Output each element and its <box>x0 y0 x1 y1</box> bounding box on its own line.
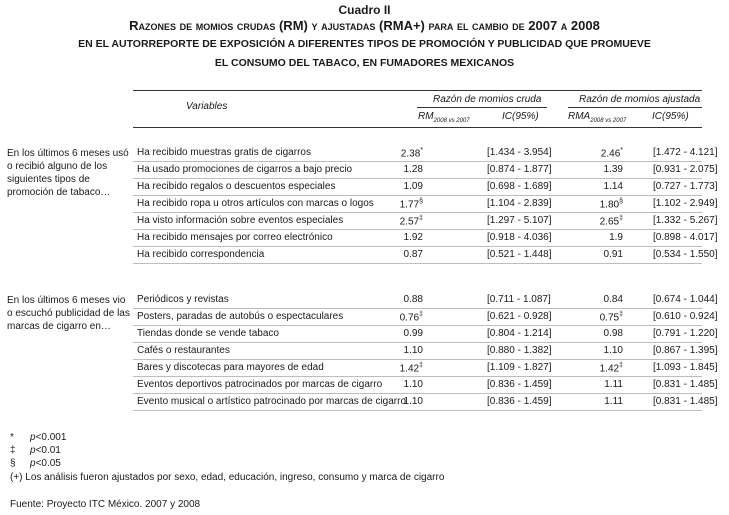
ic-adjusted-cell <box>653 396 718 407</box>
footnote-p001: * p<0.001 <box>10 432 67 443</box>
table-subtitle-line1: EN EL AUTORREPORTE DE EXPOSICIÓN A DIFERENTES TIPOS DE PROMOCIÓN Y PUBLICIDAD QUE PROMUEVE <box>78 38 651 50</box>
rma-cell <box>579 181 623 192</box>
table-row <box>133 394 718 411</box>
variable-cell-value: Cafés o restaurantes <box>137 345 230 356</box>
ic-adjusted-cell <box>653 147 718 158</box>
ic-crude-cell <box>487 379 552 390</box>
table-number: Cuadro II <box>338 3 391 17</box>
ic-crude-cell <box>487 181 552 192</box>
ic-crude-header: IC(95%) <box>502 111 539 122</box>
rm-cell-value: 1.10 <box>403 345 423 356</box>
source-note: Fuente: Proyecto ITC México. 2007 y 2008 <box>10 499 201 510</box>
table-row <box>133 326 718 343</box>
ic-crude-cell-value: [0.698 - 1.689] <box>487 181 552 192</box>
ic-adjusted-cell <box>653 311 718 322</box>
section-2-label: En los últimos 6 meses vio o escuchó publicidad de las marcas de cigarro en… <box>7 295 130 332</box>
rm-cell-value: 2.38 <box>400 148 421 160</box>
ic-crude-cell <box>487 311 552 322</box>
rm-cell <box>363 232 423 243</box>
rm-cell-value: 2.57 <box>399 216 420 228</box>
adjusted-or-header: Razón de momios ajustada <box>579 94 701 105</box>
variable-cell-value: Bares y discotecas para mayores de edad <box>137 362 324 373</box>
ic-crude-cell <box>487 198 552 209</box>
ic-adjusted-cell <box>653 328 718 339</box>
rma-cell-value: 0.75 <box>599 312 620 324</box>
ic-crude-cell-value: [0.836 - 1.459] <box>487 379 552 390</box>
variable-cell-value: Eventos deportivos patrocinados por marcas de cigarro <box>137 379 383 390</box>
ic-adjusted-cell-value: [0.791 - 1.220] <box>653 328 718 339</box>
ic-crude-cell <box>487 328 552 339</box>
ic-adjusted-cell-value: [0.534 - 1.550] <box>653 249 718 260</box>
variable-cell <box>137 147 311 158</box>
ic-adjusted-cell-value: [1.472 - 4.121] <box>653 147 718 158</box>
table-row <box>133 196 718 213</box>
crude-group-rule <box>417 107 547 108</box>
significance-marker: § <box>619 198 623 205</box>
rm-cell-value: 1.10 <box>403 396 423 407</box>
ic-adjusted-cell-value: [0.727 - 1.773] <box>653 181 718 192</box>
variable-cell <box>137 294 229 305</box>
ic-adjusted-cell-value: [0.610 - 0.924] <box>653 311 718 322</box>
variable-cell <box>137 379 382 390</box>
table-row <box>133 145 718 162</box>
variable-cell <box>137 311 343 322</box>
rm-cell <box>363 311 423 323</box>
table-row <box>133 309 718 326</box>
rm-cell <box>363 396 423 407</box>
rma-cell-value: 2.46 <box>600 148 621 160</box>
ic-adjusted-cell <box>653 249 718 260</box>
variable-cell-value: Ha recibido correspondencia <box>137 249 265 260</box>
rm-cell-value: 0.99 <box>403 328 423 339</box>
rm-cell-value: 0.76 <box>399 312 420 324</box>
ic-adjusted-cell-value: [1.332 - 5.267] <box>653 215 718 226</box>
rma-cell <box>579 147 623 159</box>
table-row <box>133 179 718 196</box>
ic-crude-cell-value: [0.804 - 1.214] <box>487 328 552 339</box>
crude-or-header: Razón de momios cruda <box>433 94 542 105</box>
ic-crude-cell-value: [0.880 - 1.382] <box>487 345 552 356</box>
variable-cell <box>137 232 333 243</box>
table-row <box>133 292 718 309</box>
ic-crude-cell-value: [0.621 - 0.928] <box>487 311 552 322</box>
table-row <box>133 213 718 230</box>
rma-cell <box>579 362 623 374</box>
rma-cell <box>579 294 623 305</box>
rma-cell-value: 1.80 <box>599 199 620 211</box>
rma-cell-value: 1.9 <box>609 232 623 243</box>
significance-marker: ‡ <box>419 362 423 369</box>
variable-cell <box>137 215 343 226</box>
rma-cell-value: 1.42 <box>599 363 620 375</box>
ic-crude-cell-value: [0.836 - 1.459] <box>487 396 552 407</box>
rm-cell-value: 1.09 <box>403 181 423 192</box>
ic-adjusted-cell <box>653 345 718 356</box>
ic-crude-cell-value: [0.874 - 1.877] <box>487 164 552 175</box>
rma-cell <box>579 345 623 356</box>
variable-cell-value: Evento musical o artístico patrocinado por marcas de cigarro <box>137 396 407 407</box>
rm-cell <box>363 294 423 305</box>
variable-cell-value: Ha recibido muestras gratis de cigarros <box>137 147 311 158</box>
ic-adjusted-cell <box>653 362 718 373</box>
variable-cell <box>137 328 279 339</box>
footnote-p01: ‡ p<0.01 <box>10 445 61 456</box>
header-top-rule <box>133 90 702 91</box>
variable-cell-value: Tiendas donde se vende tabaco <box>137 328 279 339</box>
variable-cell-value: Periódicos y revistas <box>137 294 229 305</box>
significance-marker: * <box>620 147 623 154</box>
ic-adjusted-cell-value: [1.102 - 2.949] <box>653 198 718 209</box>
variable-cell-value: Posters, paradas de autobús o espectaculares <box>137 311 344 322</box>
variable-cell <box>137 164 352 175</box>
rm-cell-value: 0.87 <box>403 249 423 260</box>
adjusted-group-rule <box>568 107 702 108</box>
table-subtitle-line2: EL CONSUMO DEL TABACO, EN FUMADORES MEXICANOS <box>214 57 515 69</box>
rma-header: $RMA_{2008 vs 2007}$ <box>568 111 627 124</box>
rma-cell-value: 1.14 <box>603 181 623 192</box>
table-row <box>133 343 718 360</box>
rm-cell <box>363 215 423 227</box>
rma-cell-value: 0.91 <box>603 249 623 260</box>
variable-cell-value: Ha visto información sobre eventos especiales <box>137 215 344 226</box>
ic-crude-cell-value: [1.297 - 5.107] <box>487 215 552 226</box>
rm-header: $RM_{2008 vs 2007}$ <box>418 111 470 124</box>
rma-cell <box>579 328 623 339</box>
variable-cell <box>137 345 230 356</box>
rm-cell <box>363 345 423 356</box>
rma-cell-value: 1.11 <box>604 379 623 390</box>
rma-cell-value: 0.98 <box>603 328 623 339</box>
variable-cell <box>137 198 374 209</box>
rm-cell <box>363 164 423 175</box>
rma-cell-value: 1.10 <box>603 345 623 356</box>
ic-crude-cell-value: [1.104 - 2.839] <box>487 198 552 209</box>
rma-cell <box>579 198 623 210</box>
rma-cell <box>579 215 623 227</box>
ic-adjusted-cell <box>653 232 718 243</box>
significance-marker: ‡ <box>419 215 423 222</box>
ic-crude-cell <box>487 396 552 407</box>
table-row <box>133 360 718 377</box>
rma-cell <box>579 396 623 407</box>
rma-cell-value: 0.84 <box>603 294 623 305</box>
significance-marker: ‡ <box>419 311 423 318</box>
ic-adjusted-cell-value: [0.867 - 1.395] <box>653 345 718 356</box>
rma-cell <box>579 311 623 323</box>
rm-cell-value: 1.77 <box>399 199 420 211</box>
rm-cell <box>363 249 423 260</box>
rm-cell <box>363 147 423 159</box>
variable-cell <box>137 362 324 373</box>
variable-cell <box>137 181 335 192</box>
ic-adjusted-cell-value: [0.931 - 2.075] <box>653 164 718 175</box>
ic-adjusted-cell-value: [0.674 - 1.044] <box>653 294 718 305</box>
rm-cell <box>363 379 423 390</box>
rm-cell-value: 0.88 <box>403 294 423 305</box>
rm-cell <box>363 328 423 339</box>
adjustment-note: (+) Los análisis fueron ajustados por sexo, edad, educación, ingreso, consumo y marca de cigarro <box>10 472 445 483</box>
table-row <box>133 230 718 247</box>
significance-marker: ‡ <box>619 311 623 318</box>
variable-cell-value: Ha usado promociones de cigarros a bajo precio <box>137 164 353 175</box>
rm-cell <box>363 198 423 210</box>
ic-adjusted-cell-value: [0.898 - 4.017] <box>653 232 718 243</box>
ic-crude-cell <box>487 232 552 243</box>
ic-adjusted-cell-value: [0.831 - 1.485] <box>653 379 718 390</box>
table-row <box>133 162 718 179</box>
ic-crude-cell <box>487 249 552 260</box>
ic-adjusted-cell <box>653 294 718 305</box>
variable-cell-value: Ha recibido ropa u otros artículos con marcas o logos <box>137 198 374 209</box>
ic-crude-cell <box>487 294 551 305</box>
ic-crude-cell-value: [0.711 - 1.087] <box>487 294 551 305</box>
rma-cell <box>579 379 623 390</box>
ic-adjusted-cell <box>653 379 718 390</box>
ic-crude-cell <box>487 362 552 373</box>
ic-crude-cell-value: [0.918 - 4.036] <box>487 232 552 243</box>
variable-cell <box>137 249 264 260</box>
rm-cell-value: 1.42 <box>399 363 420 375</box>
ic-adjusted-cell <box>653 164 718 175</box>
significance-marker: * <box>420 147 423 154</box>
ic-adjusted-cell <box>653 215 718 226</box>
significance-marker: ‡ <box>619 215 623 222</box>
ic-crude-cell-value: [1.434 - 3.954] <box>487 147 552 158</box>
ic-crude-cell <box>487 345 552 356</box>
ic-adjusted-cell-value: [0.831 - 1.485] <box>653 396 718 407</box>
ic-crude-cell <box>487 147 552 158</box>
header-bottom-rule <box>133 127 702 128</box>
table-title: Razones de momios crudas (RM) y ajustadas (RMA+) para el cambio de 2007 a 2008 <box>129 18 600 33</box>
variable-cell-value: Ha recibido mensajes por correo electrónico <box>137 232 333 243</box>
table-row <box>133 377 718 394</box>
variable-cell-value: Ha recibido regalos o descuentos especiales <box>137 181 336 192</box>
significance-marker: § <box>419 198 423 205</box>
ic-adjusted-cell <box>653 181 718 192</box>
rma-cell <box>579 232 623 243</box>
section-1-label: En los últimos 6 meses usó o recibió alguno de los siguientes tipos de promoción de tabaco… <box>7 148 129 198</box>
ic-adjusted-cell-value: [1.093 - 1.845] <box>653 362 718 373</box>
rma-cell <box>579 164 623 175</box>
ic-crude-cell-value: [0.521 - 1.448] <box>487 249 552 260</box>
rma-cell-value: 1.11 <box>604 396 623 407</box>
significance-marker: ‡ <box>619 362 623 369</box>
ic-adjusted-header: IC(95%) <box>652 111 689 122</box>
rm-cell <box>363 362 423 374</box>
ic-crude-cell <box>487 164 552 175</box>
rm-cell-value: 1.28 <box>403 164 423 175</box>
ic-crude-cell <box>487 215 552 226</box>
rma-cell <box>579 249 623 260</box>
rm-cell-value: 1.92 <box>403 232 423 243</box>
rm-cell-value: 1.10 <box>403 379 423 390</box>
footnote-p05: § p<0.05 <box>10 458 61 469</box>
ic-crude-cell-value: [1.109 - 1.827] <box>487 362 552 373</box>
variables-header: Variables <box>186 101 228 112</box>
rm-cell <box>363 181 423 192</box>
table-row <box>133 247 718 264</box>
ic-adjusted-cell <box>653 198 718 209</box>
rma-cell-value: 2.65 <box>599 216 620 228</box>
rma-cell-value: 1.39 <box>603 164 623 175</box>
